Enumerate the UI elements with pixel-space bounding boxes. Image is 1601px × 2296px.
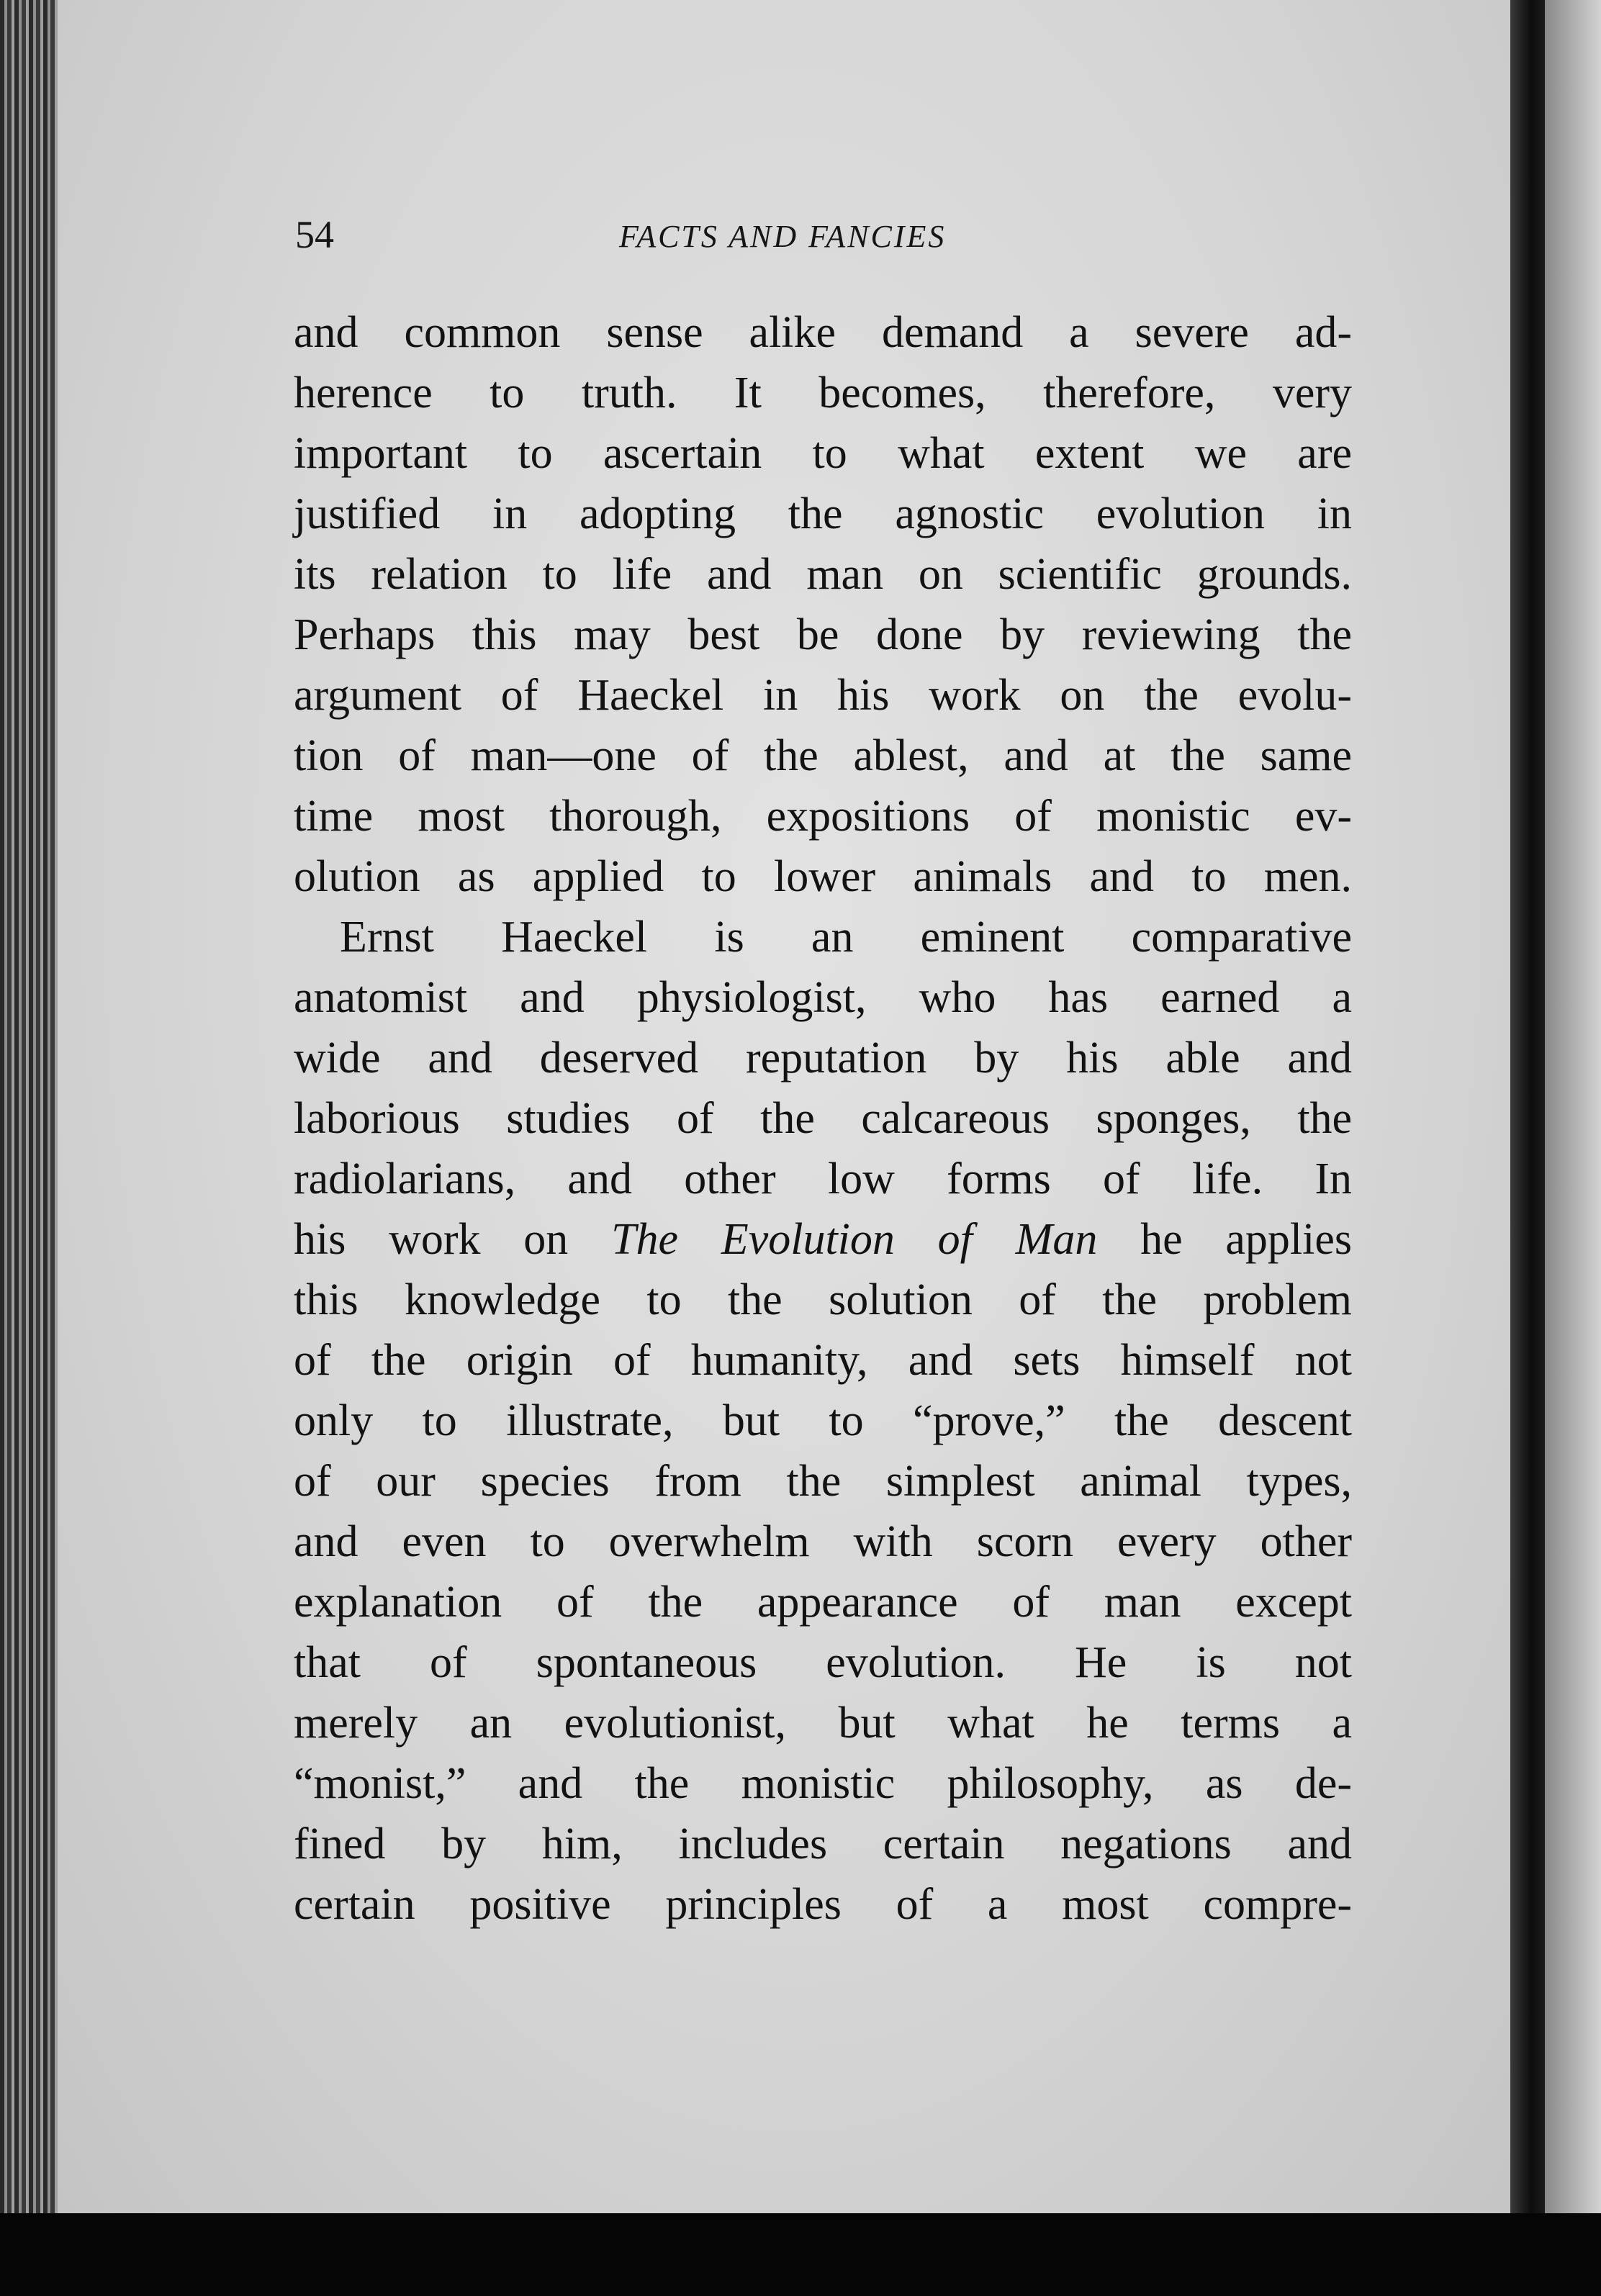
paragraph-end-line: olution as applied to lower animals and to men. <box>294 852 1352 901</box>
text-line: this knowledge to the solution of the problem <box>294 1275 1352 1324</box>
text-fragment: his work on <box>294 1215 612 1264</box>
text-line: herence to truth. It becomes, therefore, very <box>294 369 1352 417</box>
text-line: important to ascertain to what extent we are <box>294 429 1352 478</box>
text-line: and common sense alike demand a severe ad- <box>294 308 1352 357</box>
text-line: its relation to life and man on scientific grounds. <box>294 550 1352 599</box>
text-line: Perhaps this may best be done by reviewing the <box>294 610 1352 659</box>
text-line-with-title <box>294 1209 1352 1270</box>
binding-shadow <box>1510 0 1545 2213</box>
text-line: time most thorough, expositions of monistic ev- <box>294 792 1352 841</box>
body-text <box>294 302 1352 1935</box>
text-line: merely an evolutionist, but what he terms a <box>294 1699 1352 1748</box>
text-line: laborious studies of the calcareous sponges, the <box>294 1094 1352 1143</box>
text-line: certain positive principles of a most compre- <box>294 1880 1352 1929</box>
text-line: tion of man—one of the ablest, and at the same <box>294 731 1352 780</box>
running-head <box>295 212 1346 270</box>
text-line: fined by him, includes certain negations and <box>294 1820 1352 1868</box>
adjacent-page-edge <box>1545 0 1601 2213</box>
text-line: argument of Haeckel in his work on the evolu- <box>294 671 1352 720</box>
book-title-italic: The Evolution of Man <box>611 1215 1098 1264</box>
text-line: only to illustrate, but to “prove,” the descent <box>294 1396 1352 1445</box>
bottom-shadow <box>0 2213 1601 2296</box>
text-line: explanation of the appearance of man except <box>294 1578 1352 1627</box>
text-line: that of spontaneous evolution. He is not <box>294 1638 1352 1687</box>
text-line: radiolarians, and other low forms of life. In <box>294 1154 1352 1203</box>
text-line: and even to overwhelm with scorn every other <box>294 1517 1352 1566</box>
paragraph-start-line: Ernst Haeckel is an eminent comparative <box>340 913 1352 962</box>
text-line: of our species from the simplest animal types, <box>294 1457 1352 1506</box>
page-number: 54 <box>295 213 334 256</box>
text-line: “monist,” and the monistic philosophy, as de- <box>294 1759 1352 1808</box>
text-line: wide and deserved reputation by his able and <box>294 1034 1352 1083</box>
text-fragment: he applies <box>1097 1215 1352 1264</box>
text-line: of the origin of humanity, and sets himself not <box>294 1336 1352 1385</box>
running-title: FACTS AND FANCIES <box>619 219 947 254</box>
text-line: anatomist and physiologist, who has earned a <box>294 973 1352 1022</box>
text-line: justified in adopting the agnostic evolution in <box>294 489 1352 538</box>
